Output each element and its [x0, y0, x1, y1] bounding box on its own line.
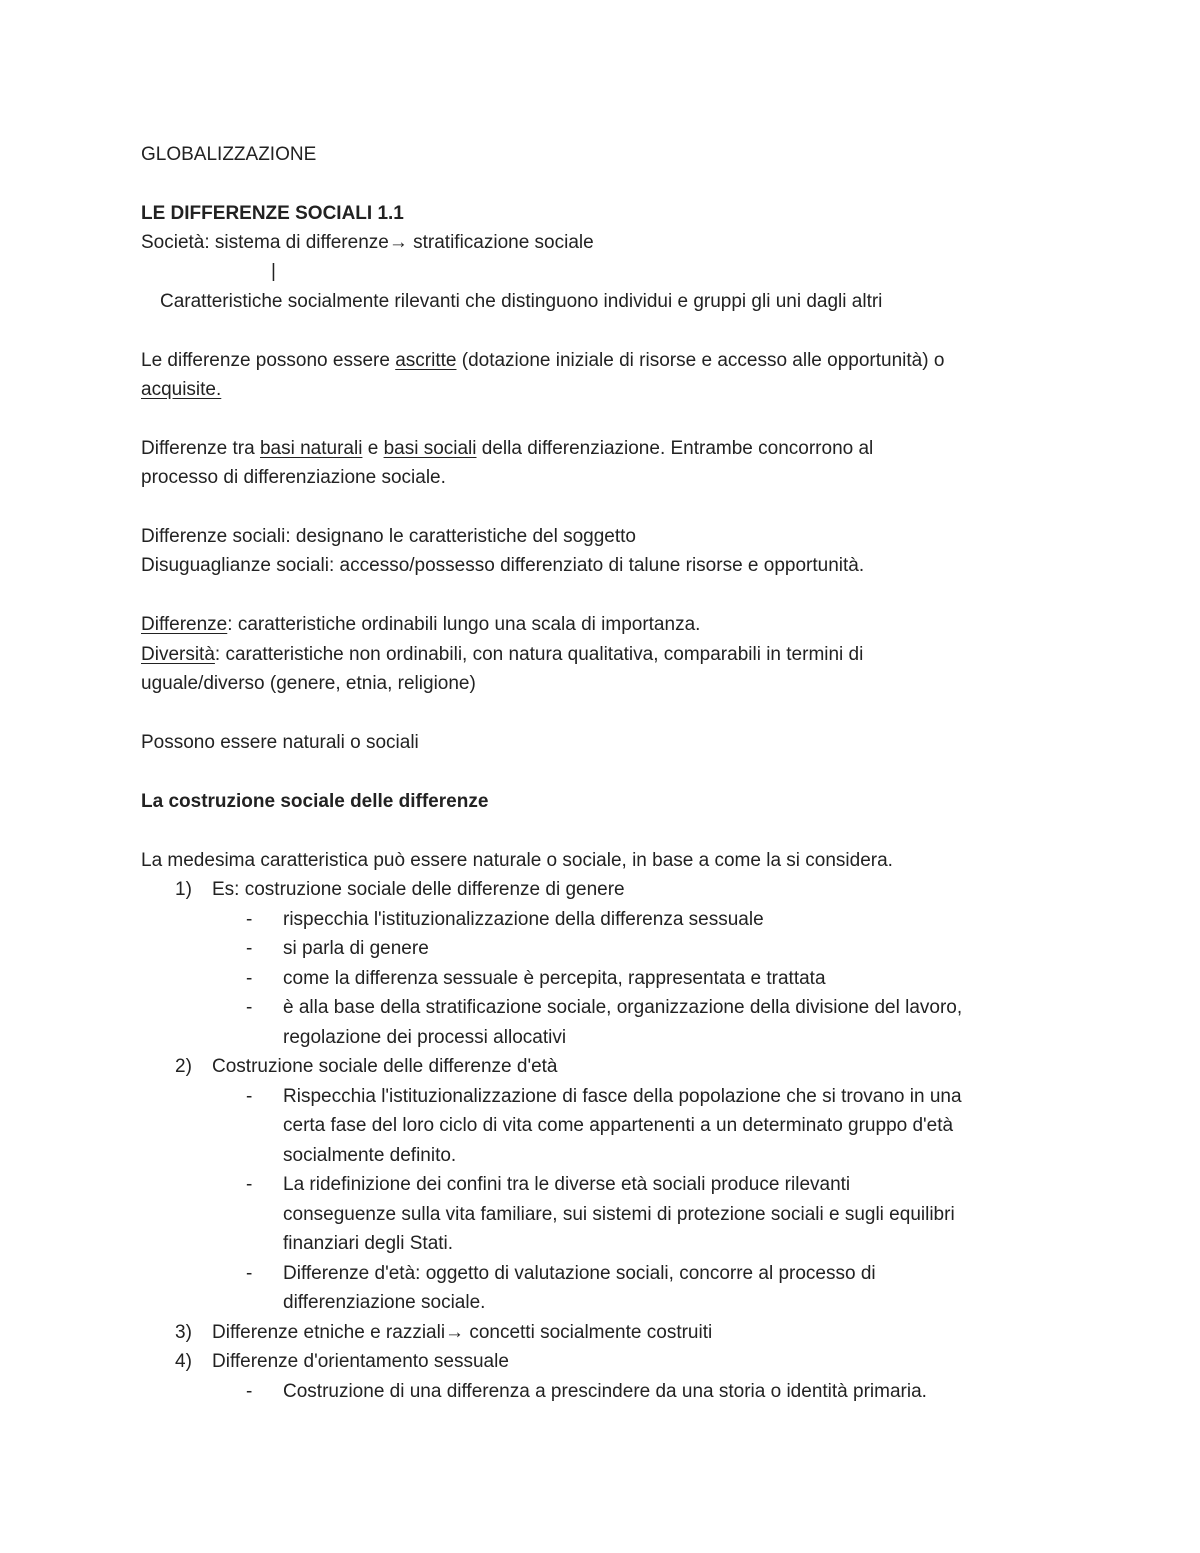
sub-item-line: Rispecchia l'istituzionalizzazione di fasce della popolazione che si trovano in una [283, 1085, 962, 1107]
sub-item-line: finanziari degli Stati. [283, 1233, 454, 1254]
diversita-definition [141, 641, 863, 669]
basi-sociali-term: basi sociali [383, 438, 477, 459]
possono-line: Possono essere naturali o sociali [141, 732, 419, 753]
bullet-dash: - [246, 1174, 253, 1195]
list-number: 1) [175, 879, 192, 900]
sub-item-line: differenziazione sociale. [283, 1292, 486, 1313]
sub-item-line: certa fase del loro ciclo di vita come appartenenti a un determinato gruppo d'età [283, 1115, 954, 1136]
list-item-text: Differenze d'orientamento sessuale [212, 1351, 509, 1372]
section-heading-differenze-sociali: LE DIFFERENZE SOCIALI 1.1 [141, 203, 404, 224]
sub-item-line: regolazione dei processi allocativi [283, 1026, 567, 1048]
sub-item-line: è alla base della stratificazione sociale, organizzazione della divisione del lavoro, [283, 997, 963, 1018]
text-fragment: della differenziazione. Entrambe concorrono al [476, 438, 874, 459]
bullet-dash: - [246, 967, 253, 989]
sub-item-line: conseguenze sulla vita familiare, sui sistemi di protezione sociali e sugli equilibri [283, 1203, 955, 1225]
section-heading-costruzione: La costruzione sociale delle differenze [141, 791, 489, 812]
list-number: 4) [175, 1351, 192, 1372]
sub-item-line: La ridefinizione dei confini tra le diverse età sociali produce rilevanti [283, 1174, 851, 1195]
basi-line [141, 435, 873, 463]
ascritte-term: ascritte [395, 350, 457, 371]
document-title: GLOBALIZZAZIONE [141, 144, 317, 165]
differenze-definition [141, 611, 700, 639]
list-item-text: Es: costruzione sociale delle differenze di genere [212, 879, 625, 900]
costruzione-intro: La medesima caratteristica può essere naturale o sociale, in base a come la si considera. [141, 850, 893, 871]
sub-item-line: si parla di genere [283, 938, 429, 959]
differenze-term: Differenze [141, 614, 228, 635]
diversita-term: Diversità [141, 644, 215, 665]
text-fragment: : caratteristiche non ordinabili, con natura qualitativa, comparabili in termini di [214, 644, 864, 665]
sub-item-line: come la differenza sessuale è percepita, rappresentata e trattata [283, 967, 826, 989]
bullet-dash: - [246, 1380, 253, 1402]
text-fragment: Differenze tra [141, 438, 260, 459]
list-item-text: Costruzione sociale delle differenze d'età [212, 1056, 558, 1077]
diversita-line-2: uguale/diverso (genere, etnia, religione) [141, 673, 476, 694]
list-number: 3) [175, 1321, 192, 1343]
pipe-connector: | [271, 261, 276, 282]
caratteristiche-line: Caratteristiche socialmente rilevanti che distinguono individui e gruppi gli uni dagli altri [160, 291, 883, 312]
text-fragment: : caratteristiche ordinabili lungo una scala di importanza. [227, 614, 701, 635]
list-number: 2) [175, 1056, 192, 1077]
list-item-text: Differenze etniche e razziali→ concetti socialmente costruiti [212, 1321, 713, 1343]
text-fragment: Le differenze possono essere [141, 350, 396, 371]
sub-item-line: socialmente definito. [283, 1144, 457, 1166]
text-fragment: e [362, 438, 384, 459]
bullet-dash: - [246, 997, 253, 1018]
acquisite-line [141, 376, 221, 404]
societa-line: Società: sistema di differenze→ stratificazione sociale [141, 232, 594, 253]
sub-item-line: rispecchia l'istituzionalizzazione della differenza sessuale [283, 908, 764, 930]
differenze-sociali-line: Differenze sociali: designano le caratteristiche del soggetto [141, 526, 636, 547]
basi-naturali-term: basi naturali [259, 438, 363, 459]
disuguaglianze-line: Disuguaglianze sociali: accesso/possesso differenziato di talune risorse e opportunità. [141, 555, 865, 576]
bullet-dash: - [246, 908, 253, 930]
bullet-dash: - [246, 938, 253, 959]
acquisite-term: acquisite. [141, 379, 222, 400]
bullet-dash: - [246, 1085, 253, 1107]
text-fragment: (dotazione iniziale di risorse e accesso alle opportunità) o [456, 350, 945, 371]
sub-item-line: Costruzione di una differenza a prescindere da una storia o identità primaria. [283, 1380, 927, 1402]
basi-line-2: processo di differenziazione sociale. [141, 467, 446, 488]
ascritte-line [141, 347, 944, 375]
bullet-dash: - [246, 1262, 253, 1284]
sub-item-line: Differenze d'età: oggetto di valutazione sociali, concorre al processo di [283, 1262, 876, 1284]
